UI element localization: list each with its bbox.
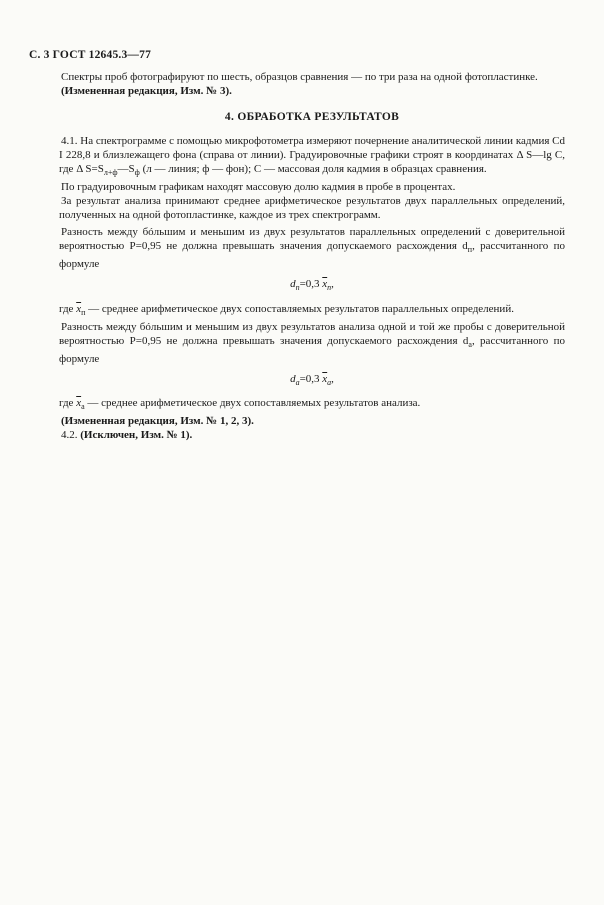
formula-text: =0,3 xyxy=(299,278,323,291)
mean-symbol: $\overline{x}$ xyxy=(76,302,82,315)
subscript: п xyxy=(295,283,300,293)
subscript: ф xyxy=(134,168,140,178)
text-segment: , рассчитанного по формуле xyxy=(59,334,565,365)
clause-number: 4.2. xyxy=(61,429,81,442)
formula-punct: , xyxy=(331,372,334,385)
formula-text: =0,3 xyxy=(299,372,323,385)
formula-symbol: d xyxy=(290,278,296,291)
formula-parallel xyxy=(59,277,565,295)
text-segment: — среднее арифметическое двух сопоставляемых результатов анализа. xyxy=(84,397,421,410)
text-segment: где xyxy=(59,397,77,410)
amendment-note: (Измененная редакция, Изм. № 1, 2, 3). xyxy=(61,415,254,428)
mean-symbol: $\overline{x}$ xyxy=(76,397,82,410)
paragraph-spectra: Спектры проб фотографируют по шесть, образцов сравнения — по три раза на одной фотопластинке. xyxy=(61,71,538,83)
subscript: а xyxy=(295,378,300,388)
text-segment: , рассчитанного по формуле xyxy=(59,240,565,271)
text-segment: где xyxy=(59,302,77,315)
document-body xyxy=(59,70,565,442)
formula-mean-symbol: $\overline{x}$ xyxy=(322,372,328,385)
subscript: п xyxy=(467,245,473,255)
formula-symbol: d xyxy=(290,372,296,385)
page-header: С. 3 ГОСТ 12645.3—77 xyxy=(29,49,152,61)
subscript: п xyxy=(81,307,86,317)
paragraph-where-analysis xyxy=(59,396,565,414)
paragraph-difference-analysis xyxy=(59,320,565,366)
paragraph-difference-parallel xyxy=(59,225,565,271)
paragraph-4-2 xyxy=(59,428,565,442)
text-segment: (л — линия; ф — фон); C — массовая доля кадмия в образцах сравнения. xyxy=(139,163,487,175)
clause-excluded-note: (Исключен, Изм. № 1). xyxy=(80,429,193,442)
subscript: а xyxy=(327,378,332,388)
text-segment: — среднее арифметическое двух сопоставляемых результатов параллельных определений. xyxy=(85,302,514,315)
paragraph-result: За результат анализа принимают среднее арифметическое результатов двух параллельных определений, полученных на одной фотопластинке, каждое из трех спектрограмм. xyxy=(59,195,565,222)
paragraph-4-1 xyxy=(59,134,565,180)
text-segment: 4.1. На спектрограмме с помощью микрофотометра измеряют почернение аналитической линии кадмия Cd I 228,8 и близлежащего фона (справа от линии). Градуировочные графики строят в координатах Δ S—lg C, где Δ S=S xyxy=(59,135,565,175)
subscript: а xyxy=(81,402,85,412)
subscript: а xyxy=(468,339,472,349)
subscript: п xyxy=(327,283,332,293)
amendment-note: (Измененная редакция, Изм. № 3). xyxy=(61,85,232,97)
text-segment: Разность между бóльшим и меньшим из двух результатов параллельных определений с доверительной вероятностью P=0,95 не должна превышать значения допускаемого расхождения d xyxy=(59,226,565,253)
section-title: 4. ОБРАБОТКА РЕЗУЛЬТАТОВ xyxy=(224,111,400,123)
paragraph-graphs: По градуировочным графикам находят массовую долю кадмия в пробе в процентах. xyxy=(61,181,456,194)
formula-punct: , xyxy=(331,278,334,291)
subscript: л+ф xyxy=(103,168,118,178)
paragraph-where-parallel xyxy=(59,302,565,320)
text-segment: Разность между бóльшим и меньшим из двух результатов анализа одной и той же пробы с доверительной вероятностью P=0,95 не должна превышать значения допускаемого расхождения d xyxy=(59,320,565,347)
formula-analysis xyxy=(59,372,565,390)
formula-mean-symbol: $\overline{x}$ xyxy=(322,278,328,291)
text-segment: —S xyxy=(117,163,135,175)
